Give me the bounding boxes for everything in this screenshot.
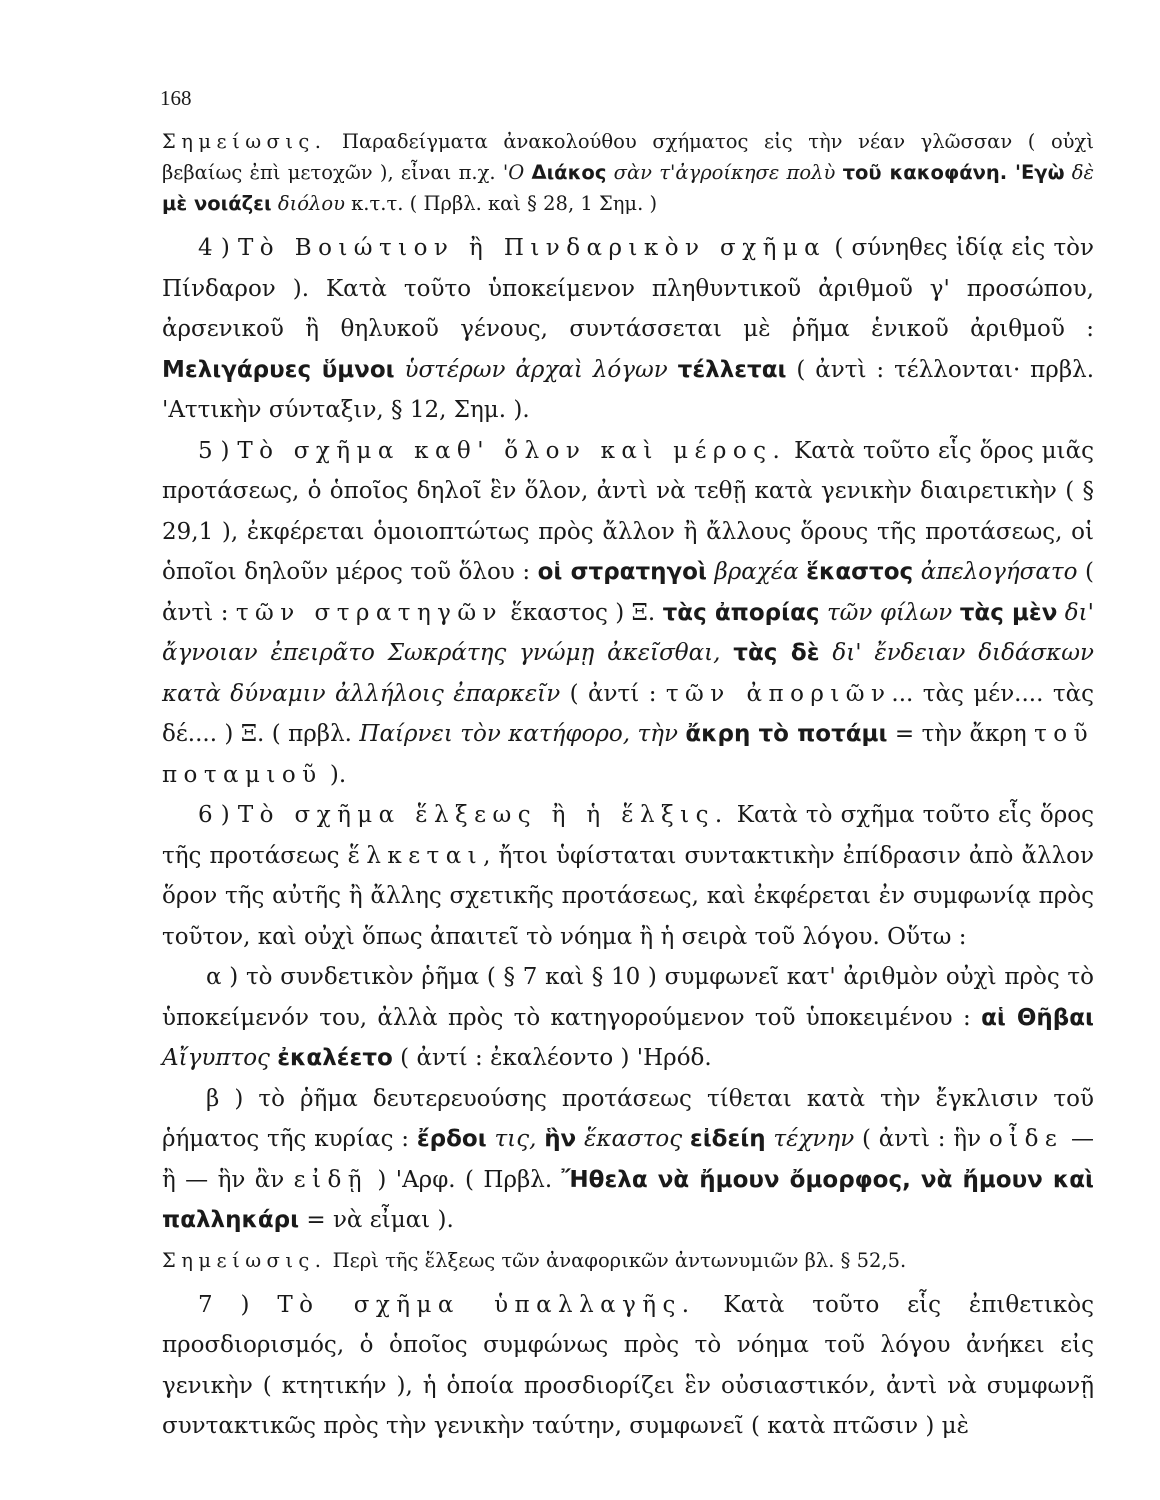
section-title: Τὸ σχῆμα ὑπαλλαγῆς.: [277, 1291, 696, 1318]
text-run: Κατὰ τὸ σχῆμα τοῦτο εἷς ὅρος τῆς προτάσεως: [162, 802, 1095, 869]
text-run: ( σύνηθες ἰδίᾳ εἰς τὸν Πίνδαρον ). Κατὰ τοῦτο ὑποκείμενον πληθυντικοῦ ἀριθμοῦ γ' προσώπου, ἀρσενικοῦ ἢ θηλυκοῦ γένους, συντάσσεται μὲ ῥῆμα ἑνικοῦ ἀριθμοῦ :: [162, 235, 1094, 342]
text-run: ).: [322, 761, 347, 788]
example-bold: ἕκαστος: [806, 559, 914, 585]
note-paragraph-2: [162, 1245, 1094, 1276]
example-bold: μὲ νοιάζει: [162, 192, 272, 215]
section-title: Τὸ Βοιώτιον ἢ Πινδαρικὸν σχῆμα: [238, 235, 827, 261]
text-run: β ) τὸ ῥῆμα δευτερευούσης προτάσεως τίθεται κατὰ τὴν ἔγκλισιν τοῦ ῥήματος τῆς κυρίας :: [162, 1085, 1094, 1152]
example-italic: ἕκαστος: [576, 1126, 690, 1152]
example-bold: τὰς μὲν: [959, 599, 1058, 626]
spaced-text: εἰδῇ: [293, 1166, 368, 1193]
example-italic: τις,: [486, 1126, 545, 1152]
section-title: Τὸ σχῆμα ἕλξεως ἢ ἡ ἕλξις.: [237, 802, 729, 828]
text-run: Κατὰ τοῦτο εἷς ὅρος μιᾶς προτάσεως, ὁ ὁποῖος δηλοῖ ἓν ὅλον, ἀντὶ νὰ τεθῇ κατὰ γενικὴν διαιρετικὴν ( § 29,1 ), ἐκφέρεται ὁμοιοπτώτως πρὸς ἄλλον ἢ ἄλλους ὅρους τῆς προτάσεως, οἱ ὁποῖοι δηλοῦν μέρος τοῦ ὅλου :: [162, 437, 1094, 585]
example-italic: Παίρνει τὸν κατήφορο, τὴν: [359, 721, 686, 747]
example-italic: τῶν φίλων: [819, 599, 960, 626]
spaced-text: τῶν ἀποριῶν: [665, 680, 892, 707]
text-run: = τὴν ἄκρη: [887, 721, 1035, 747]
example-italic: δι' ἔνδειαν διδάσκων κατὰ δύναμιν ἀλλήλοις ἐπαρκεῖν: [162, 640, 1094, 707]
text-run: ( ἀντί : ἐκαλέοντο ) 'Ηρόδ.: [392, 1045, 712, 1071]
text-run: ) 'Αρφ. ( Πρβλ.: [367, 1166, 562, 1193]
note-label: Σημείωσις.: [162, 130, 327, 153]
spaced-text: τῶν στρατηγῶν: [235, 599, 503, 626]
section-4-paragraph: [162, 228, 1094, 431]
example-italic: διόλου: [271, 192, 345, 215]
example-italic: σὰν τ'ἀγροίκησε πολὺ: [606, 161, 843, 184]
section-6b-paragraph: [162, 1079, 1094, 1241]
example-bold: ἐκαλέετο: [277, 1045, 393, 1071]
page-text: [162, 126, 1094, 1447]
spaced-text: ἕλκεται: [347, 842, 484, 869]
example-italic: δι' ἄγνοιαν ἐπειρᾶτο Σωκράτης γνώμῃ ἀκεῖσθαι,: [162, 599, 1094, 666]
section-number: 4 ): [198, 235, 239, 261]
text-run: ( ἀντὶ : τέλλονται· πρβλ. 'Αττικὴν σύνταξιν, § 12, Σημ. ).: [162, 356, 1095, 423]
text-run: Παραδείγματα ἀνακολούθου σχήματος εἰς τὴν νέαν γλῶσσαν ( οὐχὶ βεβαίως ἐπὶ μετοχῶν ), εἶναι π.χ.: [162, 130, 1094, 184]
text-run: Κατὰ τοῦτο εἷς ἐπιθετικὸς προσδιορισμός, ὁ ὁποῖος συμφώνως πρὸς τὸ νόημα τοῦ λόγου ἀνήκει εἰς γενικὴν ( κτητικήν ), ἡ ὁποία προσδιορίζει ἓν οὐσιαστικόν, ἀντὶ νὰ συμφωνῇ συντακτικῶς πρὸς τὴν γενικὴν ταύτην, συμφωνεῖ ( κατὰ πτῶσιν ) μὲ: [162, 1291, 1094, 1439]
text-run: — ἢ — ἣν ἂν: [162, 1126, 1095, 1193]
example-italic: δὲ: [1064, 161, 1095, 184]
example-italic: 'Ο: [502, 161, 532, 184]
example-bold: Διάκος: [531, 161, 607, 184]
example-bold: Ἤθελα νὰ ἤμουν ὄμορφος, νὰ ἤμουν καὶ παλληκάρι: [162, 1166, 1094, 1233]
section-title: Τὸ σχῆμα καθ' ὅλον καὶ μέρος.: [237, 437, 787, 464]
section-5-paragraph: [162, 431, 1094, 796]
spaced-text: οἶδε: [988, 1126, 1064, 1152]
example-italic: ὑστέρων ἀρχαὶ λόγων: [394, 356, 678, 383]
text-run: , ἤτοι ὑφίσταται συντακτικὴν ἐπίδρασιν ἀπὸ ἄλλον ὅρον τῆς αὐτῆς ἢ ἄλλης σχετικῆς προτάσεως, καὶ ἐκφέρεται ἐν συμφωνίᾳ πρὸς τοῦτον, καὶ οὐχὶ ὅπως ἀπαιτεῖ τὸ νόημα ἢ ἡ σειρὰ τοῦ λόγου. Οὕτω :: [162, 842, 1094, 950]
text-run: ἕκαστος ) Ξ.: [502, 599, 663, 626]
example-bold: τὰς ἀπορίας: [662, 599, 820, 626]
example-italic: βραχέα: [706, 559, 807, 585]
example-bold: τοῦ κακοφάνη. 'Εγὼ: [842, 161, 1065, 184]
text-run: α ) τὸ συνδετικὸν ῥῆμα ( § 7 καὶ § 10 ) συμφωνεῖ κατ' ἀριθμὸν οὐχὶ πρὸς τὸ ὑποκείμενόν του, ἀλλὰ πρὸς τὸ κατηγορούμενον τοῦ ὑποκειμένου :: [162, 964, 1094, 1031]
example-italic: τέχνην: [765, 1126, 855, 1152]
example-bold: αἱ Θῆβαι: [981, 1004, 1094, 1031]
section-number: 7 ): [198, 1291, 278, 1318]
example-bold: οἱ στρατηγοὶ: [537, 559, 707, 585]
section-6a-paragraph: [162, 957, 1094, 1079]
text-run: ( ἀντὶ : ἣν: [854, 1126, 989, 1152]
example-italic: ἀπελογήσατο: [913, 559, 1078, 585]
example-bold: ἄκρη τὸ ποτάμι: [685, 721, 888, 747]
example-bold: τὰς δὲ: [733, 640, 820, 666]
text-run: Περὶ τῆς ἕλξεως τῶν ἀναφορικῶν ἀντωνυμιῶν βλ. § 52,5.: [326, 1248, 907, 1272]
section-7-paragraph: [162, 1285, 1094, 1447]
example-bold: ἔρδοι: [416, 1126, 487, 1152]
text-run: ... τὰς μέν.... τὰς δέ.... ) Ξ. ( πρβλ.: [162, 680, 1094, 747]
text-run: = νὰ εἶμαι ).: [299, 1207, 454, 1233]
section-number: 6 ): [198, 802, 238, 828]
example-bold: ἣν: [544, 1126, 577, 1152]
page-number: 168: [160, 86, 192, 110]
text-run: ( ἀντί :: [560, 680, 666, 707]
note-paragraph-1: [162, 126, 1094, 219]
example-bold: τέλλεται: [677, 356, 787, 383]
example-italic: Αἴγυπτος: [162, 1045, 278, 1071]
note-label: Σημείωσις.: [162, 1248, 327, 1272]
section-number: 5 ): [198, 437, 238, 464]
text-run: ( ἀντὶ :: [162, 559, 1094, 626]
section-6-paragraph: [162, 795, 1094, 957]
example-bold: Μελιγάρυες ὕμνοι: [162, 356, 395, 383]
text-run: κ.τ.τ. ( Πρβλ. καὶ § 28, 1 Σημ. ): [344, 192, 658, 215]
example-bold: εἰδείη: [689, 1126, 766, 1152]
spaced-text: τοῦ ποταμιοῦ: [162, 721, 1094, 788]
